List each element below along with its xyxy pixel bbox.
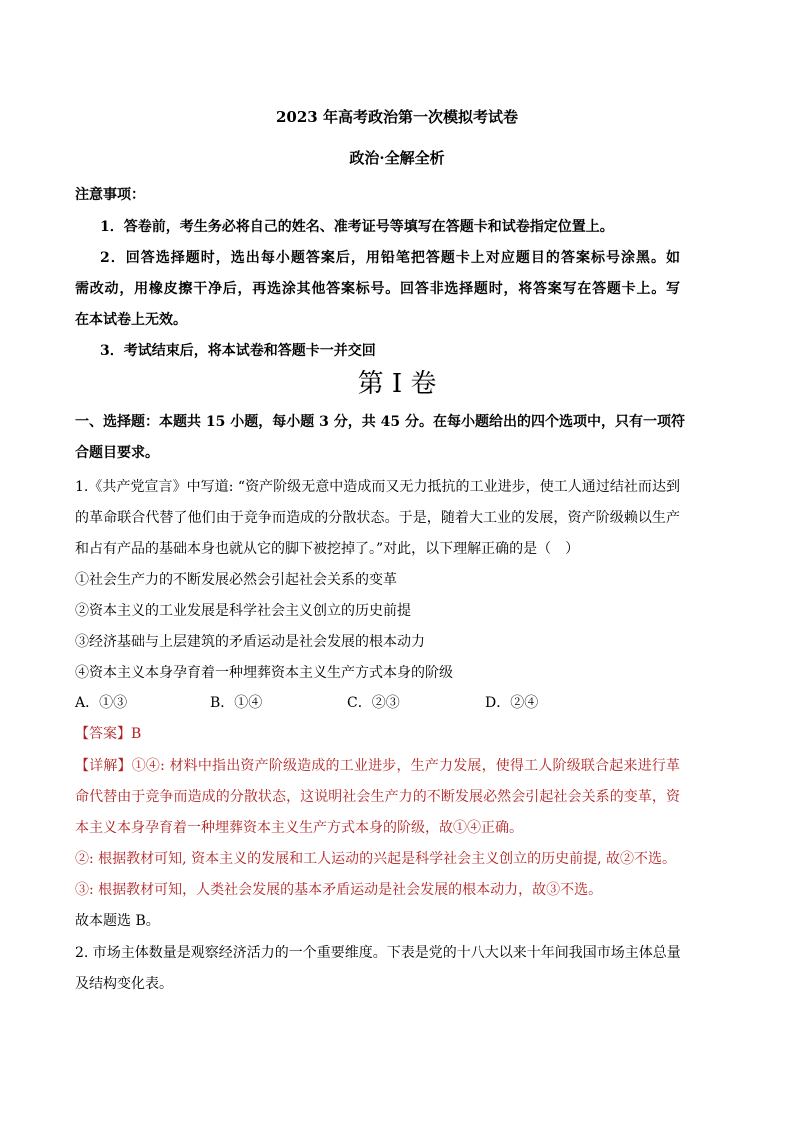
- q1-analysis: 本主义本身孕育着一种埋葬资本主义生产方式本身的阶级，故①④正确。: [75, 820, 523, 836]
- notice-item: 1．答卷前，考生务必将自己的姓名、准考证号等填写在答题卡和试卷指定位置上。: [100, 219, 614, 235]
- q1-option-c: C．②③: [347, 695, 400, 711]
- exam-title: 2023 年高考政治第一次模拟考试卷: [276, 108, 518, 126]
- q1-option-a: A．①③: [75, 695, 128, 711]
- notice-heading: 注意事项：: [75, 187, 145, 203]
- q1-statement: ①社会生产力的不断发展必然会引起社会关系的变革: [75, 572, 397, 588]
- section-intro: 一、选择题：本题共 15 小题，每小题 3 分，共 45 分。在每小题给出的四个选项中，只有一项符: [75, 414, 685, 430]
- q1-option-b: B．①④: [210, 695, 263, 711]
- q1-stem: 1.《共产党宣言》中写道: “资产阶级无意中造成而又无力抵抗的工业进步，使工人通过结社而达到: [75, 479, 680, 495]
- notice-item: 需改动，用橡皮擦干净后，再选涂其他答案标号。回答非选择题时，将答案写在答题卡上。写: [75, 281, 680, 297]
- q2-stem: 2. 市场主体数量是观察经济活力的一个重要维度。下表是党的十八大以来十年间我国市场主体总量: [75, 945, 681, 961]
- q1-analysis: 命代替由于竞争而造成的分散状态，这说明社会生产力的不断发展必然会引起社会关系的变革，资: [75, 789, 680, 805]
- section-intro: 合题目要求。: [75, 445, 159, 461]
- q1-statement: ②资本主义的工业发展是科学社会主义创立的历史前提: [75, 603, 411, 619]
- q1-analysis: ③: 根据教材可知，人类社会发展的基本矛盾运动是社会发展的根本动力，故③不选。: [75, 882, 603, 898]
- notice-item: 3．考试结束后，将本试卷和答题卡一并交回: [100, 343, 376, 359]
- notice-item: 在本试卷上无效。: [75, 312, 187, 328]
- section-title: 第 I 卷: [357, 369, 437, 399]
- notice-item: 2．回答选择题时，选出每小题答案后，用铅笔把答题卡上对应题目的答案标号涂黑。如: [100, 250, 680, 266]
- q1-analysis: ②: 根据教材可知, 资本主义的发展和工人运动的兴起是科学社会主义创立的历史前提, 故②不选。: [75, 851, 676, 867]
- q1-analysis: 【详解】①④: 材料中指出资产阶级造成的工业进步，生产力发展，使得工人阶级联合起来进行革: [75, 758, 680, 774]
- q1-stem: 的革命联合代替了他们由于竞争而造成的分散状态。于是，随着大工业的发展，资产阶级赖以生产: [75, 510, 680, 526]
- q1-statement: ④资本主义本身孕育着一种埋葬资本主义生产方式本身的阶级: [75, 665, 453, 681]
- q2-stem: 及结构变化表。: [75, 976, 173, 992]
- q1-option-d: D．②④: [485, 695, 539, 711]
- exam-subtitle: 政治·全解全析: [349, 149, 445, 167]
- q1-stem: 和占有产品的基础本身也就从它的脚下被挖掉了。”对此，以下理解正确的是（ ）: [75, 541, 580, 557]
- q1-answer: 【答案】B: [75, 726, 142, 742]
- q1-conclusion: 故本题选 B。: [75, 913, 160, 929]
- q1-statement: ③经济基础与上层建筑的矛盾运动是社会发展的根本动力: [75, 634, 425, 650]
